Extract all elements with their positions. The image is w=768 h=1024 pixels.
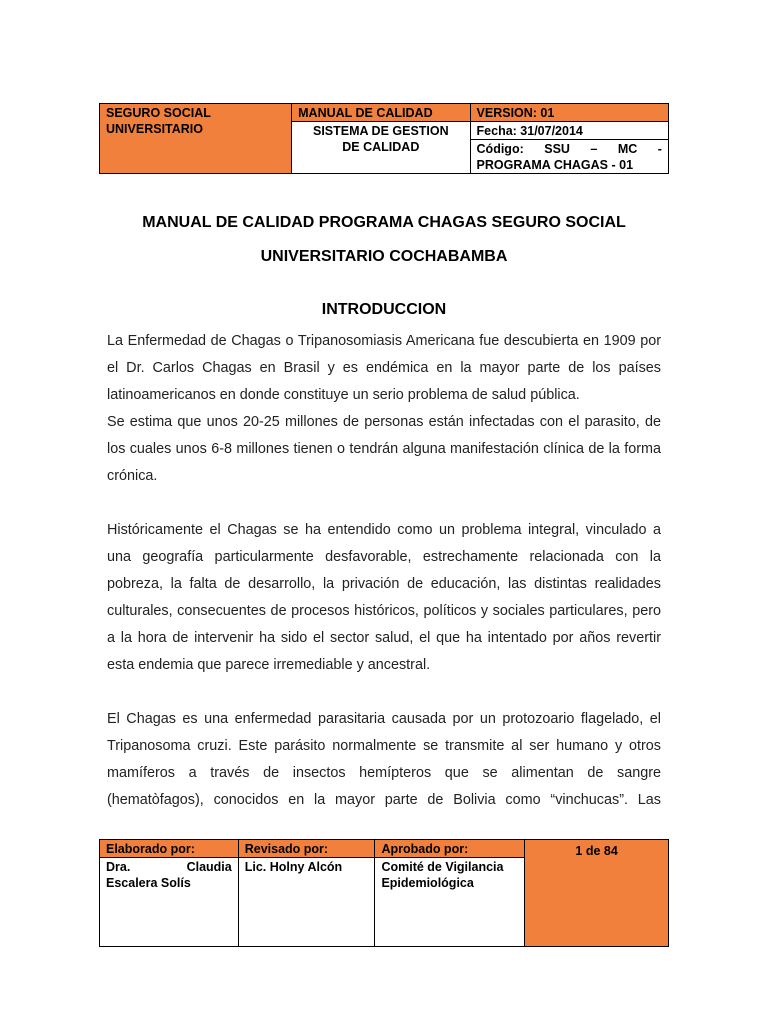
code-part: Código: <box>476 142 524 156</box>
paragraph: Se estima que unos 20-25 millones de personas están infectadas con el parasito, de los cuales unos 6-8 millones tienen o tendrán alguna manifestación clínica de la forma crónica. <box>107 414 661 484</box>
elaborado-line-1 <box>106 859 232 875</box>
aprobado-label-cell <box>375 840 525 858</box>
aprobado-value-cell <box>375 858 525 947</box>
system-line-1: SISTEMA DE GESTION <box>312 124 449 138</box>
system-line-2: DE CALIDAD <box>342 140 420 154</box>
code-part: MC <box>617 142 638 156</box>
paragraph: La Enfermedad de Chagas o Tripanosomiasis Americana fue descubierta en 1909 por el Dr. Carlos Chagas en Brasil y es endémica en la mayor parte de los países latinoamericanos en donde constituye un serio problema de salud pública. <box>107 333 661 403</box>
revisado-value: Lic. Holny Alcón <box>244 860 343 874</box>
code-part: SSU <box>544 142 570 156</box>
manual-cell <box>292 104 470 122</box>
organization-line-2: UNIVERSITARIO <box>106 122 203 136</box>
organization-cell <box>100 104 292 174</box>
document-title-line-1: MANUAL DE CALIDAD PROGRAMA CHAGAS SEGURO SOCIAL <box>142 214 626 231</box>
elaborado-value-cell <box>100 858 239 947</box>
body-text <box>107 328 661 814</box>
version-cell <box>470 104 668 122</box>
code-part: - <box>657 142 662 156</box>
revisado-label: Revisado por: <box>244 842 329 856</box>
date-cell <box>470 122 668 140</box>
document-header-table <box>99 103 669 174</box>
paragraph: El Chagas es una enfermedad parasitaria causada por un protozoario flagelado, el Tripanosoma cruzi. Este parásito normalmente se transmite al ser humano y otros mamíferos a través de insectos hemípteros que se alimentan de sangre (hematòfagos), conocidos en la mayor parte de Bolivia como “vinchucas”. Las <box>107 711 661 808</box>
code-line-2: PROGRAMA CHAGAS - 01 <box>476 158 634 172</box>
elaborado-label: Elaborado por: <box>106 842 195 856</box>
document-title-line-2: UNIVERSITARIO COCHABAMBA <box>260 248 508 265</box>
code-part: – <box>590 142 598 156</box>
page-number: 1 de 84 <box>575 844 618 858</box>
elaborado-part: Claudia <box>186 860 232 874</box>
document-title <box>99 206 669 274</box>
code-line-1 <box>477 141 662 157</box>
elaborado-part: Dra. <box>106 860 131 874</box>
system-cell <box>292 122 470 174</box>
aprobado-line-1: Comité de Vigilancia <box>381 860 504 874</box>
manual-label: MANUAL DE CALIDAD <box>298 106 433 120</box>
code-cell <box>470 140 668 174</box>
paragraph: Históricamente el Chagas se ha entendido como un problema integral, vinculado a una geografía particularmente desfavorable, estrechamente relacionada con la pobreza, la falta de desarrollo, la privación de educación, las distintas realidades culturales, consecuentes de procesos históricos, políticos y sociales particulares, pero a la hora de intervenir ha sido el sector salud, el que ha intentado por años revertir esta endemia que parece irremediable y ancestral. <box>107 522 661 673</box>
aprobado-line-2: Epidemiológica <box>381 876 474 890</box>
approval-footer-table <box>99 839 669 947</box>
section-heading: INTRODUCCION <box>321 301 447 318</box>
revisado-label-cell <box>238 840 375 858</box>
elaborado-line-2: Escalera Solís <box>106 876 191 890</box>
date-label: Fecha: 31/07/2014 <box>476 124 583 138</box>
organization-line-1: SEGURO SOCIAL <box>106 106 211 120</box>
aprobado-label: Aprobado por: <box>381 842 469 856</box>
version-label: VERSION: 01 <box>476 106 555 120</box>
elaborado-label-cell <box>100 840 239 858</box>
revisado-value-cell <box>238 858 375 947</box>
page-number-cell <box>525 840 669 947</box>
